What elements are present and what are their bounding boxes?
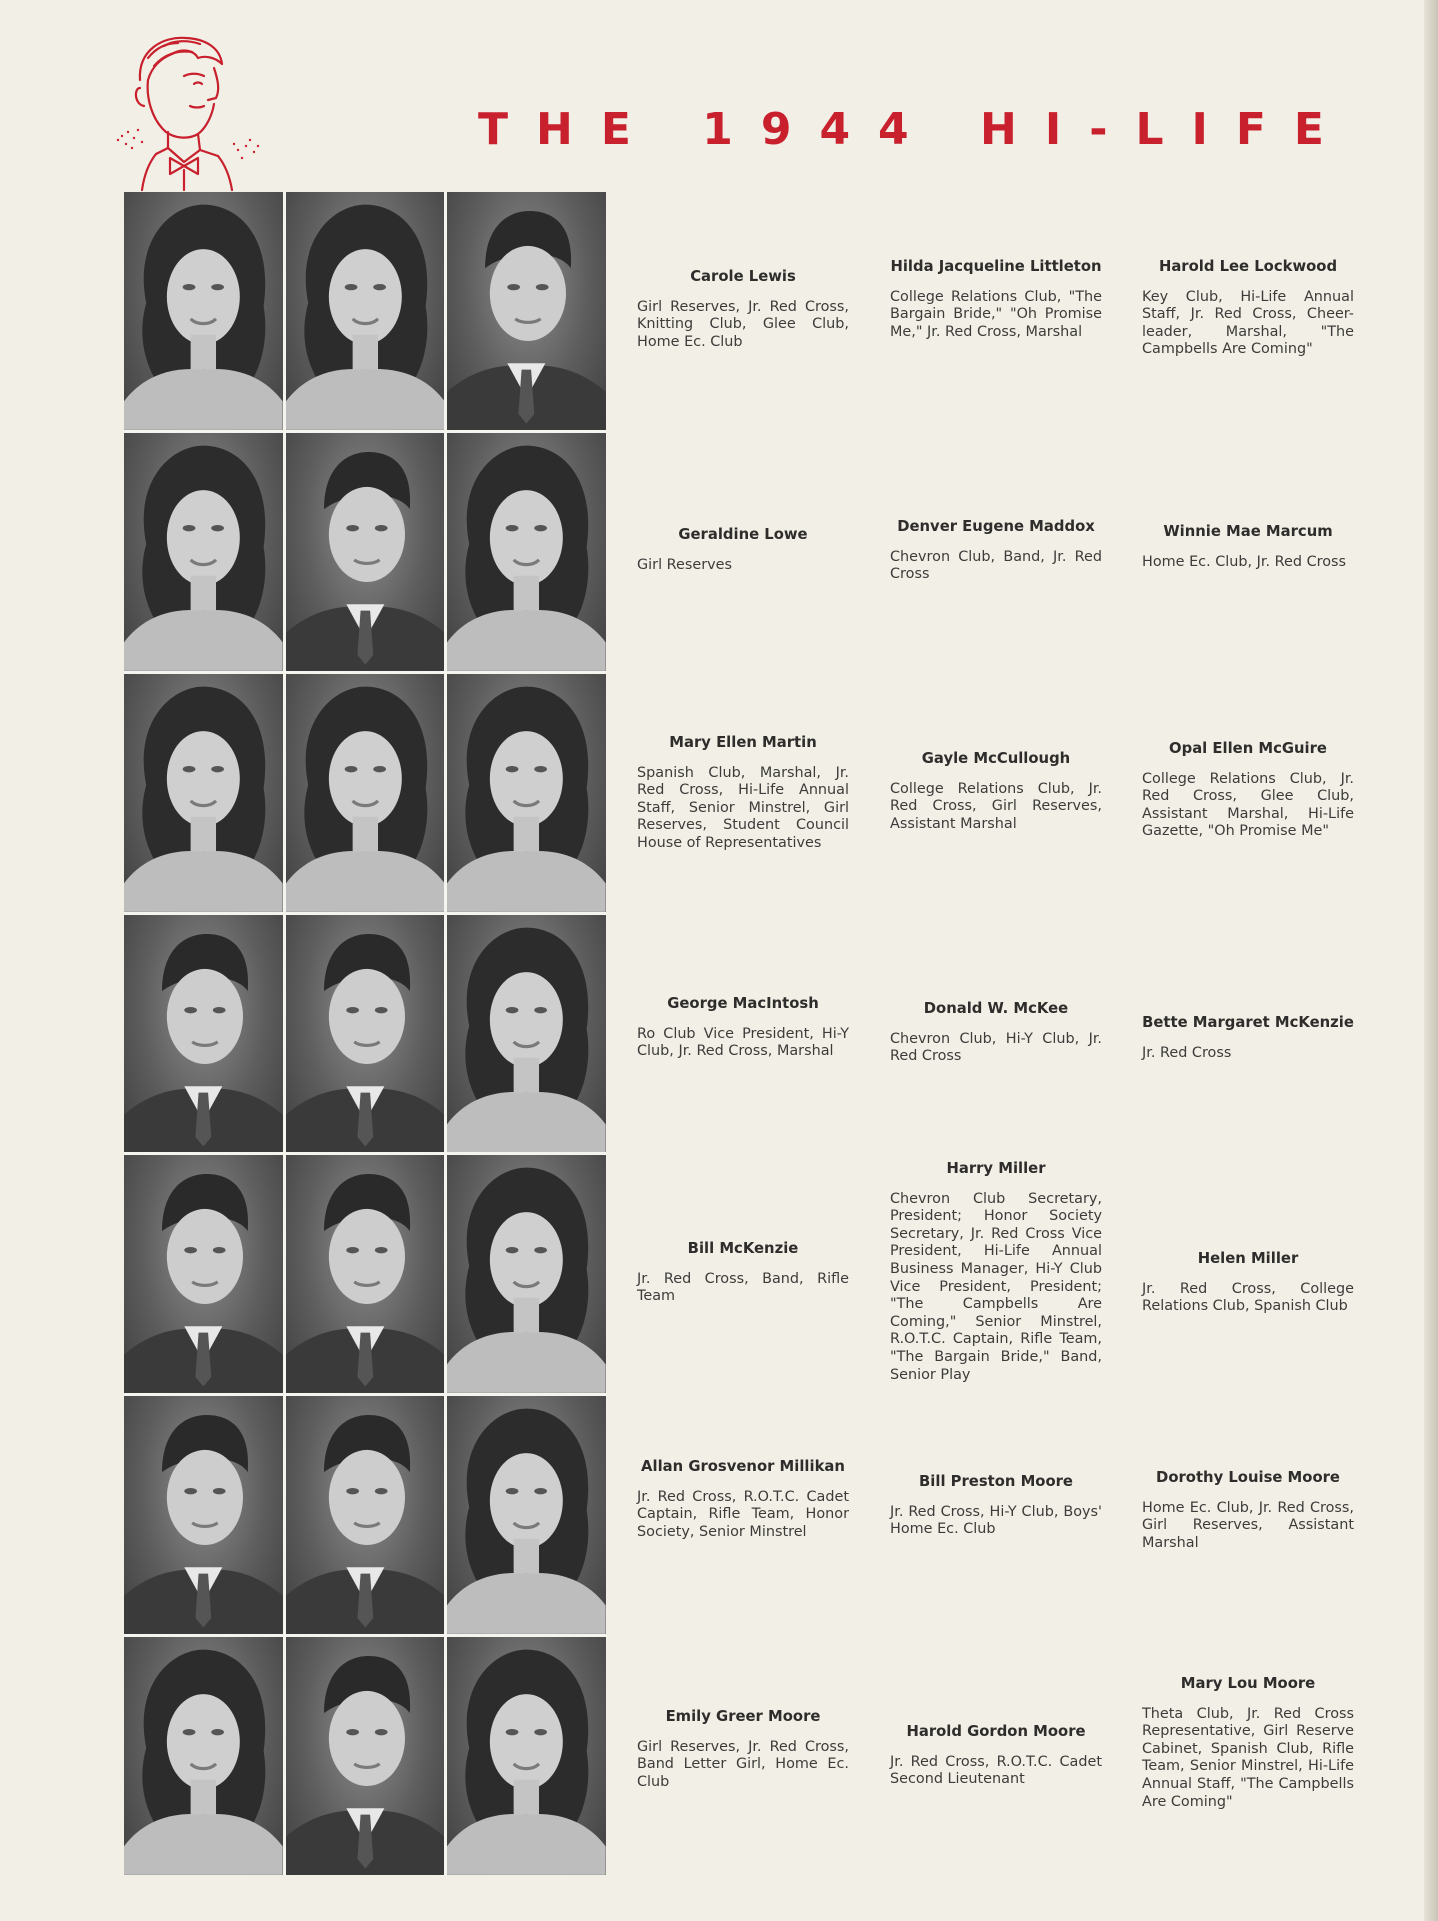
student-bio	[890, 1723, 1102, 1789]
male-portrait-icon	[286, 1155, 445, 1393]
student-name: George MacIntosh	[667, 995, 819, 1012]
student-activities: Home Ec. Club, Jr. Red Cross	[1142, 553, 1347, 570]
student-name: Harry Miller	[946, 1160, 1046, 1177]
student-activities: Chevron Club, Band, Jr. Red Cross	[890, 548, 1102, 583]
student-name: Carole Lewis	[690, 268, 796, 285]
male-portrait-icon	[447, 192, 606, 430]
student-name: Emily Greer Moore	[665, 1708, 821, 1725]
student-name: Gayle McCullough	[921, 750, 1071, 767]
student-name: Harold Gordon Moore	[906, 1723, 1086, 1740]
student-activities: Girl Reserves, Jr. Red Cross, Band Letter Girl, Home Ec. Club	[637, 1738, 849, 1790]
male-portrait-icon	[124, 1155, 283, 1393]
female-portrait-icon	[447, 1396, 606, 1634]
student-activities: Jr. Red Cross, Band, Rifle Team	[637, 1270, 849, 1305]
student-activities: Jr. Red Cross	[1142, 1044, 1232, 1061]
student-bio	[1142, 740, 1354, 841]
female-portrait-icon	[447, 1637, 606, 1875]
male-portrait-icon	[286, 1637, 445, 1875]
student-bio	[890, 1473, 1102, 1539]
student-name: Denver Eugene Maddox	[897, 518, 1095, 535]
male-portrait-icon	[286, 915, 445, 1153]
student-activities: Chevron Club, Hi-Y Club, Jr. Red Cross	[890, 1030, 1102, 1065]
portrait-grid	[124, 192, 606, 1875]
student-name: Allan Grosvenor Millikan	[641, 1458, 845, 1475]
student-bio	[637, 734, 849, 853]
female-portrait-icon	[447, 674, 606, 912]
student-bio	[890, 1160, 1102, 1384]
student-name: Helen Miller	[1197, 1250, 1299, 1267]
female-portrait-icon	[286, 192, 445, 430]
female-portrait-icon	[124, 674, 283, 912]
student-activities: Jr. Red Cross, R.O.T.C. Cadet Second Lieutenant	[890, 1753, 1102, 1788]
student-bio	[890, 750, 1102, 833]
student-activities: College Relations Club, "The Bargain Bride," "Oh Promise Me," Jr. Red Cross, Marshal	[890, 288, 1102, 340]
male-portrait-icon	[124, 1396, 283, 1634]
student-activities: College Relations Club, Jr. Red Cross, Girl Reserves, Assistant Marshal	[890, 780, 1102, 832]
student-bio	[1142, 1250, 1354, 1316]
student-activities: College Relations Club, Jr. Red Cross, Glee Club, Assistant Marshal, Hi-Life Gazette, "Oh Promise Me"	[1142, 770, 1354, 840]
student-name: Bill Preston Moore	[919, 1473, 1073, 1490]
student-activities: Chevron Club Secretary, President; Honor Society Secretary, Jr. Red Cross Vice President, Hi-Life Annual Business Manager, Hi-Y Club Vice President, President; "The Campbells Are Coming," Senior Minstrel, R.O.T.C. Captain, Rifle Team, "The Bargain Bride," Band, Senior Play	[890, 1190, 1102, 1383]
male-portrait-icon	[124, 915, 283, 1153]
female-portrait-icon	[447, 433, 606, 671]
student-bio	[1142, 523, 1354, 571]
student-activities: Jr. Red Cross, College Relations Club, Spanish Club	[1142, 1280, 1354, 1315]
student-bio	[1142, 1014, 1354, 1062]
student-name: Bette Margaret McKenzie	[1142, 1014, 1354, 1031]
student-bio	[637, 526, 849, 574]
female-portrait-icon	[124, 192, 283, 430]
male-portrait-icon	[286, 1396, 445, 1634]
student-activities: Girl Reserves, Jr. Red Cross, Knitting Club, Glee Club, Home Ec. Club	[637, 298, 849, 350]
student-activities: Spanish Club, Marshal, Jr. Red Cross, Hi-Life Annual Staff, Senior Minstrel, Girl Reserves, Student Council House of Representatives	[637, 764, 849, 851]
student-name: Winnie Mae Marcum	[1163, 523, 1333, 540]
student-activities: Theta Club, Jr. Red Cross Representative, Girl Reserve Cabinet, Spanish Club, Rifle Team, Senior Minstrel, Hi-Life Annual Staff, "The Campbells Are Coming"	[1142, 1705, 1354, 1810]
student-bio	[637, 1708, 849, 1791]
student-name: Geraldine Lowe	[678, 526, 808, 543]
student-name: Bill McKenzie	[687, 1240, 799, 1257]
student-bio	[637, 1458, 849, 1541]
student-name: Opal Ellen McGuire	[1169, 740, 1327, 757]
page-edge-shadow	[1424, 0, 1438, 1921]
female-portrait-icon	[124, 1637, 283, 1875]
student-bio	[1142, 258, 1354, 359]
student-activities: Ro Club Vice President, Hi-Y Club, Jr. Red Cross, Marshal	[637, 1025, 849, 1060]
female-portrait-icon	[286, 674, 445, 912]
student-bio	[890, 518, 1102, 584]
student-bio	[1142, 1469, 1354, 1552]
student-activities: Jr. Red Cross, R.O.T.C. Cadet Captain, Rifle Team, Honor Society, Senior Minstrel	[637, 1488, 849, 1540]
student-activities: Key Club, Hi-Life Annual Staff, Jr. Red Cross, Cheer-leader, Marshal, "The Campbells Are Coming"	[1142, 288, 1354, 358]
student-bio	[890, 1000, 1102, 1066]
student-bio	[890, 258, 1102, 341]
female-portrait-icon	[447, 915, 606, 1153]
student-name: Donald W. McKee	[923, 1000, 1069, 1017]
student-name: Dorothy Louise Moore	[1156, 1469, 1340, 1486]
student-bio	[637, 995, 849, 1061]
student-bio	[637, 1240, 849, 1306]
student-name: Hilda Jacqueline Littleton	[890, 258, 1102, 275]
student-bio	[1142, 1675, 1354, 1811]
student-name: Mary Ellen Martin	[669, 734, 817, 751]
student-name: Harold Lee Lockwood	[1158, 258, 1338, 275]
student-activities: Home Ec. Club, Jr. Red Cross, Girl Reserves, Assistant Marshal	[1142, 1499, 1354, 1551]
student-activities: Jr. Red Cross, Hi-Y Club, Boys' Home Ec. Club	[890, 1503, 1102, 1538]
female-portrait-icon	[124, 433, 283, 671]
illustrated-boy-bowtie-icon	[108, 28, 268, 193]
female-portrait-icon	[447, 1155, 606, 1393]
student-name: Mary Lou Moore	[1180, 1675, 1316, 1692]
student-bio	[637, 268, 849, 351]
male-portrait-icon	[286, 433, 445, 671]
page-title: THE 1944 HI-LIFE	[478, 104, 1352, 155]
student-activities: Girl Reserves	[637, 556, 732, 573]
